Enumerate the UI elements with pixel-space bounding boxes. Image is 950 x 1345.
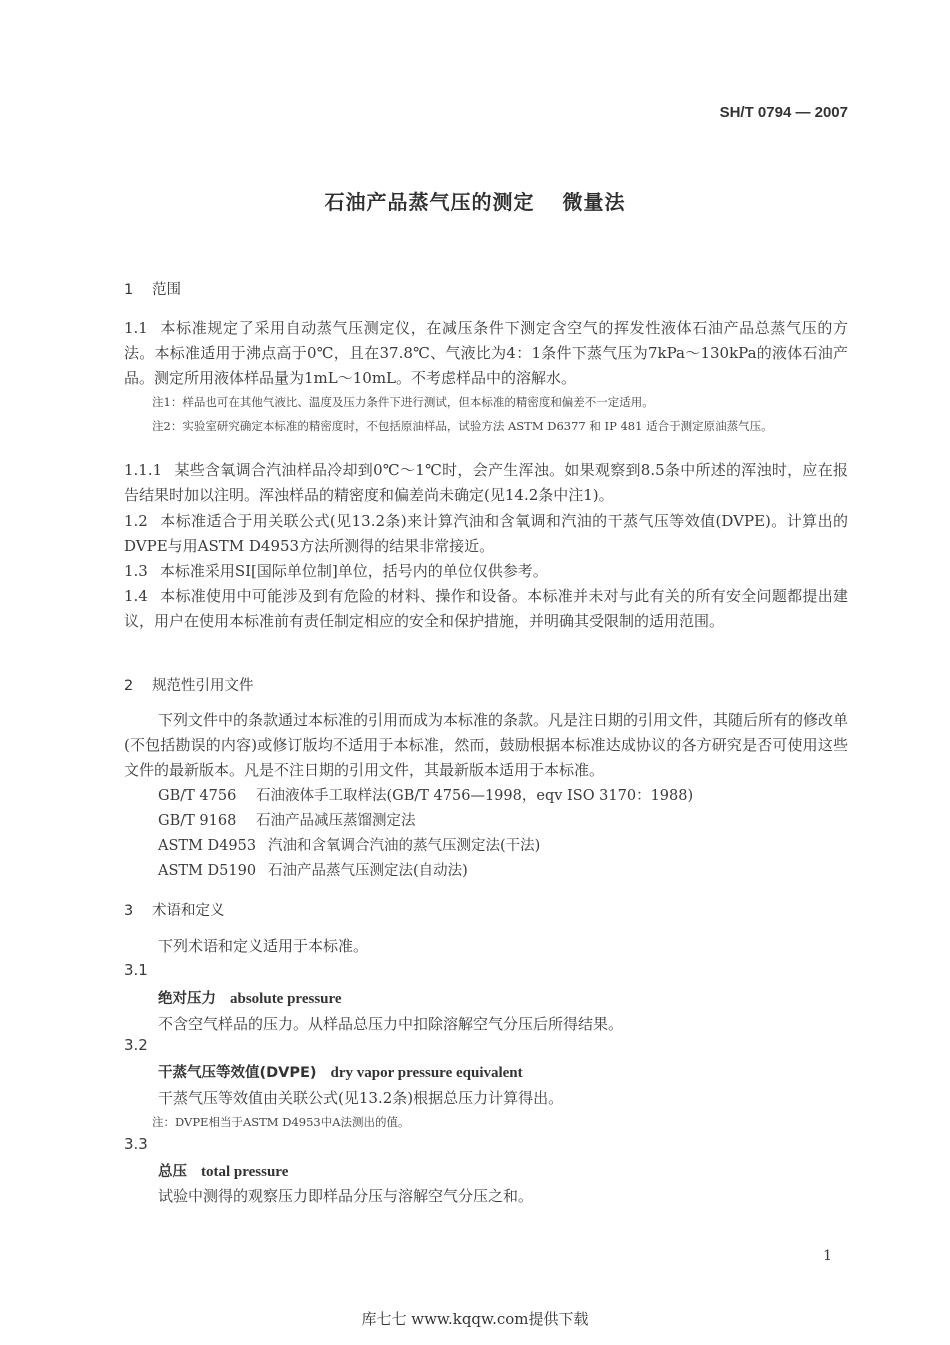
clause-number: 1.1.1: [124, 461, 163, 479]
note-1: 注1：样品也可在其他气液比、温度及压力条件下进行测试，但本标准的精密度和偏差不一定适用。: [152, 395, 654, 409]
term-zh: 干蒸气压等效值(DVPE): [158, 1065, 317, 1081]
term-heading: [158, 1061, 523, 1082]
term-zh: 总压: [158, 1164, 187, 1180]
ref-item: [158, 809, 416, 834]
footer-watermark: 库七七 www.kqqw.com提供下载: [361, 1310, 589, 1328]
clause-text: 本标准使用中可能涉及到有危险的材料、操作和设备。本标准并未对与此有关的所有安全问题都提出建议，用户在使用本标准前有责任制定相应的安全和保护措施，并明确其受限制的适用范围。: [124, 587, 848, 630]
page-title: [0, 186, 950, 215]
term-heading: [158, 987, 342, 1008]
term-definition: 试验中测得的观察压力即样品分压与溶解空气分压之和。: [158, 1187, 534, 1205]
ref-title: 石油液体手工取样法(GB/T 4756—1998，eqv ISO 3170：1988): [256, 788, 694, 804]
term-heading: [158, 1160, 288, 1181]
ref-title: 石油产品减压蒸馏测定法: [256, 813, 416, 829]
section-title: 范围: [152, 282, 181, 298]
ref-code: GB/T 9168: [158, 813, 237, 829]
title-sub: 微量法: [562, 190, 626, 214]
term-note: 注：DVPE相当于ASTM D4953中A法测出的值。: [152, 1115, 410, 1129]
section-number: 2: [124, 678, 134, 694]
term-number: 3.3: [124, 1135, 148, 1153]
ref-item: [158, 784, 693, 809]
term-en: total pressure: [201, 1164, 289, 1180]
section-1-heading: [124, 278, 181, 299]
title-main: 石油产品蒸气压的测定: [324, 190, 535, 214]
clause-text: 本标准适合于用关联公式(见13.2条)来计算汽油和含氧调和汽油的干蒸气压等效值(DVPE)。计算出的DVPE与用ASTM D4953方法所测得的结果非常接近。: [124, 512, 848, 555]
clause-number: 1.3: [124, 562, 148, 580]
section-number: 1: [124, 282, 134, 298]
ref-code: GB/T 4756: [158, 788, 237, 804]
ref-item: [158, 834, 540, 859]
clause-1-2: [124, 509, 848, 559]
clause-text: 本标准采用SI[国际单位制]单位，括号内的单位仅供参考。: [159, 562, 548, 580]
clause-text: 某些含氧调合汽油样品冷却到0℃～1℃时，会产生浑浊。如果观察到8.5条中所述的浑浊时，应在报告结果时加以注明。浑浊样品的精密度和偏差尚未确定(见14.2条中注1)。: [124, 461, 848, 504]
clause-1-3: [124, 559, 848, 584]
section-2-intro: 下列文件中的条款通过本标准的引用而成为本标准的条款。凡是注日期的引用文件，其随后所有的修改单(不包括勘误的内容)或修订版均不适用于本标准，然而，鼓励根据本标准达成协议的各方研究是否可使用这些文件的最新版本。凡是不注日期的引用文件，其最新版本适用于本标准。: [124, 711, 849, 779]
term-number: 3.1: [124, 961, 148, 979]
section-title: 规范性引用文件: [152, 678, 254, 694]
term-definition: 不含空气样品的压力。从样品总压力中扣除溶解空气分压后所得结果。: [158, 1015, 624, 1033]
term-number: 3.2: [124, 1036, 148, 1054]
ref-item: [158, 859, 468, 884]
term-en: dry vapor pressure equivalent: [330, 1065, 523, 1081]
clause-number: 1.4: [124, 587, 148, 605]
clause-number: 1.1: [124, 319, 148, 337]
ref-title: 石油产品蒸气压测定法(自动法): [268, 863, 468, 879]
term-en: absolute pressure: [230, 991, 342, 1007]
section-2-heading: [124, 674, 254, 695]
ref-code: ASTM D4953: [158, 838, 257, 854]
standard-code: SH/T 0794 — 2007: [719, 104, 848, 121]
page-number: 1: [823, 1248, 832, 1264]
term-zh: 绝对压力: [158, 991, 216, 1007]
section-3-heading: [124, 899, 225, 920]
clause-1-1-1: [124, 458, 848, 508]
term-definition: 干蒸气压等效值由关联公式(见13.2条)根据总压力计算得出。: [158, 1089, 564, 1107]
note-2: 注2：实验室研究确定本标准的精密度时，不包括原油样品，试验方法 ASTM D6377 和 IP 481 适合于测定原油蒸气压。: [152, 419, 773, 433]
ref-code: ASTM D5190: [158, 863, 257, 879]
clause-text: 本标准规定了采用自动蒸气压测定仪，在减压条件下测定含空气的挥发性液体石油产品总蒸气压的方法。本标准适用于沸点高于0℃，且在37.8℃、气液比为4：1条件下蒸气压为7kPa～130kPa的液体石油产品。测定所用液体样品量为1mL～10mL。不考虑样品中的溶解水。: [124, 319, 848, 387]
section-title: 术语和定义: [152, 903, 225, 919]
clause-number: 1.2: [124, 512, 148, 530]
clause-1-4: [124, 584, 848, 634]
section-number: 3: [124, 903, 134, 919]
ref-title: 汽油和含氧调合汽油的蒸气压测定法(干法): [268, 838, 541, 854]
section-3-intro: 下列术语和定义适用于本标准。: [158, 937, 369, 955]
clause-1-1: [124, 316, 848, 391]
